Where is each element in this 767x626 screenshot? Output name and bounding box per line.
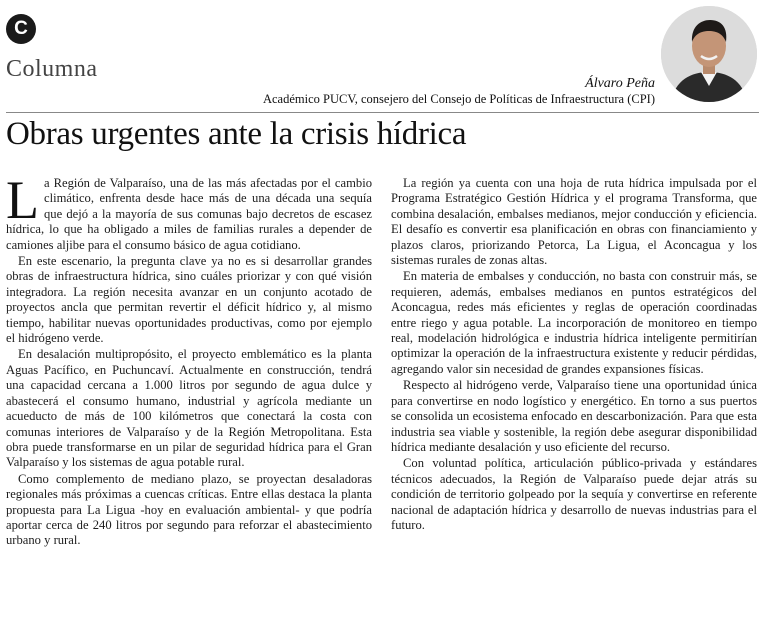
headline: Obras urgentes ante la crisis hídrica bbox=[6, 116, 467, 152]
author-portrait-image bbox=[661, 6, 757, 102]
column-badge: C bbox=[6, 14, 36, 44]
author-name: Álvaro Peña bbox=[585, 76, 655, 91]
paragraph: En materia de embalses y conducción, no basta con construir más, se requieren, además, embalses medianos en puntos estratégicos del Aconcagua, redes más eficientes y reglas de operación coordinadas entre riego y agua potable. La incorporación de monitoreo en tiempo real, modelación hidrológica e industria hídrica inteligente permitirían optimizar la operación de la infraestructura existente y reducir pérdidas, agregando valor sin necesidad de grandes expansiones físicas. bbox=[391, 269, 757, 376]
drop-cap: L bbox=[6, 170, 39, 230]
paragraph: La región ya cuenta con una hoja de ruta hídrica impulsada por el Programa Estratégico Gestión Hídrica y el programa Transforma, que combina desalación, embalses medianos, mejor conducción y eficiencia. El desafío es convertir esa planificación en obras con financiamiento y plazos claros, priorizando Petorca, La Ligua, el Aconcagua y los sistemas rurales de zonas altas. bbox=[391, 176, 757, 268]
author-photo bbox=[661, 6, 757, 102]
author-role: Académico PUCV, consejero del Consejo de Políticas de Infraestructura (CPI) bbox=[262, 92, 655, 106]
section-label: Columna bbox=[6, 56, 98, 82]
paragraph: Como complemento de mediano plazo, se proyectan desaladoras regionales más próximas a cuencas críticas. Entre ellas destaca la planta propuesta para La Ligua -hoy en evaluación ambiental- y que podría aportar cerca de 240 litros por segundo para reforzar el abastecimiento urbano y rural. bbox=[6, 471, 372, 548]
paragraph: En este escenario, la pregunta clave ya no es si desarrollar grandes obras de infraestructura hídrica, sino cuáles priorizar y con qué visión integradora. La región necesita avanzar en un conjunto acotado de proyectos ancla que permitan revertir el déficit hídrico y, al mismo tiempo, habilitar nuevas oportunidades productivas, como por ejemplo el hidrógeno verde. bbox=[6, 254, 372, 346]
paragraph: Respecto al hidrógeno verde, Valparaíso tiene una oportunidad única para convertirse en nodo logístico y energético. En torno a sus puertos se consolida un ecosistema enfocado en descarbonización. Para que esta industria sea viable y sostenible, la región debe asegurar disponibilidad hídrica mediante desalación y uso eficiente del recurso. bbox=[391, 378, 757, 454]
header-rule bbox=[6, 112, 759, 113]
paragraph: La Región de Valparaíso, una de las más afectadas por el cambio climático, enfrenta desde hace más de una década una sequía que dejó a la mayoría de sus comunas bajo decretos de escasez hídrica, lo que ha obligado a miles de familias rurales a depender de camiones aljibe para el consumo básico de agua cotidiano. bbox=[6, 170, 372, 252]
paragraph: Con voluntad política, articulación público-privada y estándares técnicos adecuados, la Región de Valparaíso puede dejar atrás su condición de territorio golpeado por la sequía y convertirse en referente nacional de adaptación hídrica y desarrollo de nuevas industrias para el futuro. bbox=[391, 456, 757, 532]
left-column bbox=[6, 170, 372, 550]
paragraph: En desalación multipropósito, el proyecto emblemático es la planta Aguas Pacífico, en Puchuncaví. Actualmente en construcción, tendrá una capacidad cercana a 1.000 litros por segundo de agua dulce y abastecerá el consumo humano, industrial y agrícola mediante un acueducto de más de 100 kilómetros que conectará la costa con comunas interiores de Valparaíso y de la Región Metropolitana. Esta obra puede transformarse en un pilar de seguridad hídrica para el Gran Valparaíso y los sistemas de agua potable rural. bbox=[6, 347, 372, 470]
right-column bbox=[391, 176, 757, 534]
